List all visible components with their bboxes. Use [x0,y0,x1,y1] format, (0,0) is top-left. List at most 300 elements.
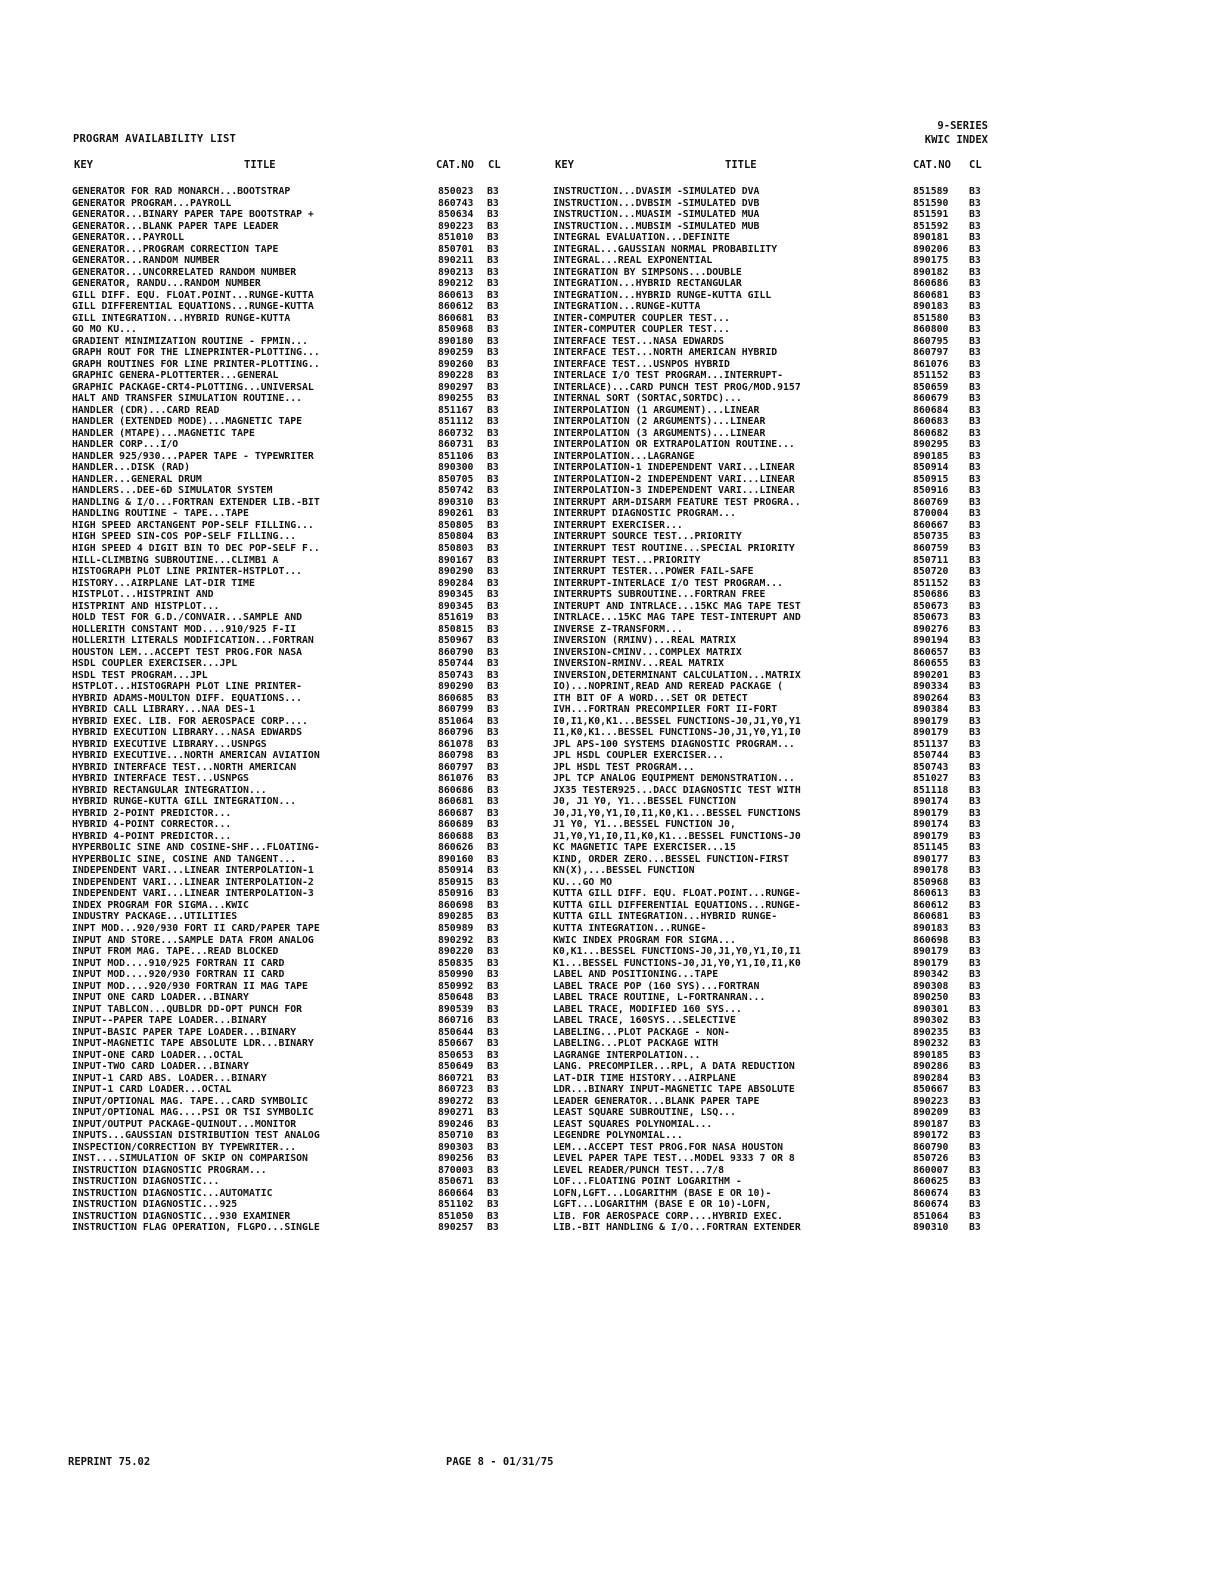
entry-catno: 850914 [913,462,949,474]
entry-class: B3 [487,1107,499,1119]
entry-class: B3 [487,358,499,370]
list-item [72,900,512,912]
entry-catno: 860683 [913,416,949,428]
entry-class: B3 [969,1049,981,1061]
entry-title: LABELING...PLOT PACKAGE - NON- [553,1026,730,1038]
entry-class: B3 [487,876,499,888]
entry-title: LABELING...PLOT PACKAGE WITH [553,1038,719,1050]
entry-title: LEGENDRE POLYNOMIAL... [553,1130,683,1142]
entry-class: B3 [487,1049,499,1061]
entry-class: B3 [969,876,981,888]
entry-catno: 890179 [913,946,949,958]
entry-class: B3 [969,727,981,739]
entry-title: HYBRID EXECUTIVE LIBRARY...USNPGS [72,738,267,750]
key-header: KEY [555,159,574,171]
list-item [553,1004,989,1016]
entry-catno: 890384 [913,704,949,716]
entry-catno: 851619 [438,612,474,624]
entry-title: INVERSION (RMINV)...REAL MATRIX [553,635,736,647]
list-item [553,555,989,567]
entry-title: KWIC INDEX PROGRAM FOR SIGMA... [553,934,736,946]
entry-catno: 850742 [438,485,474,497]
entry-class: B3 [487,370,499,382]
list-item [72,439,512,451]
entry-title: J0, J1 Y0, Y1...BESSEL FUNCTION [553,796,736,808]
entry-class: B3 [969,542,981,554]
index-name: KWIC INDEX [924,134,988,146]
entry-catno: 850667 [913,1084,949,1096]
list-item [553,727,989,739]
list-item [72,1015,512,1027]
entry-catno: 850659 [913,381,949,393]
entry-catno: 890272 [438,1095,474,1107]
list-item [553,393,989,405]
entry-title: INSTRUCTION FLAG OPERATION, FLGPO...SINGLE [72,1222,320,1234]
entry-catno: 890160 [438,853,474,865]
entry-title: INSTRUCTION...DVASIM -SIMULATED DVA [553,186,760,197]
list-item [72,1096,512,1108]
entry-title: IVH...FORTRAN PRECOMPILER FORT II-FORT [553,704,778,716]
entry-class: B3 [487,784,499,796]
entry-catno: 890172 [913,1130,949,1142]
entry-class: B3 [969,704,981,716]
entry-title: INSTRUCTION DIAGNOSTIC PROGRAM... [72,1164,267,1176]
list-item [553,647,989,659]
entry-title: HYBRID RUNGE-KUTTA GILL INTEGRATION... [72,796,297,808]
entry-title: HILL-CLIMBING SUBROUTINE...CLIMB1 A [72,554,279,566]
entry-catno: 890345 [438,600,474,612]
list-item [72,474,512,486]
entry-title: HYBRID 2-POINT PREDICTOR... [72,807,232,819]
list-item [553,981,989,993]
entry-class: B3 [487,669,499,681]
entry-class: B3 [969,761,981,773]
entry-catno: 890223 [913,1095,949,1107]
list-item [553,497,989,509]
entry-title: INTERUPT AND INTRLACE...15KC MAG TAPE TEST [553,600,801,612]
list-item [553,1050,989,1062]
entry-title: HSTPLOT...HISTOGRAPH PLOT LINE PRINTER- [72,681,303,693]
entry-title: HYBRID 4-POINT PREDICTOR... [72,830,232,842]
entry-catno: 850744 [438,658,474,670]
entry-class: B3 [969,842,981,854]
list-item [553,1211,989,1223]
entry-catno: 860682 [913,427,949,439]
list-item [553,451,989,463]
entry-title: LOFN,LGFT...LOGARITHM (BASE E OR 10)- [553,1187,772,1199]
list-item [72,1153,512,1165]
list-item [72,1176,512,1188]
entry-class: B3 [969,1107,981,1119]
entry-title: K0,K1...BESSEL FUNCTIONS-J0,J1,Y0,Y1,I0,I1 [553,946,801,958]
entry-catno: 890302 [913,1015,949,1027]
list-item [553,1096,989,1108]
list-item [553,935,989,947]
entry-title: INDUSTRY PACKAGE...UTILITIES [72,911,238,923]
entry-title: HYBRID RECTANGULAR INTEGRATION... [72,784,267,796]
entry-title: INTERFACE TEST...NASA EDWARDS [553,335,725,347]
entry-title: GENERATOR FOR RAD MONARCH...BOOTSTRAP [72,186,291,197]
entry-class: B3 [969,462,981,474]
list-item [72,578,512,590]
entry-class: B3 [487,1095,499,1107]
entry-class: B3 [969,1153,981,1165]
entry-catno: 860797 [913,347,949,359]
entry-class: B3 [969,358,981,370]
entry-title: INTERPOLATION-1 INDEPENDENT VARI...LINEAR [553,462,795,474]
list-item [553,543,989,555]
entry-class: B3 [487,1015,499,1027]
entry-class: B3 [969,450,981,462]
list-item [553,531,989,543]
entry-title: INPUT AND STORE...SAMPLE DATA FROM ANALOG [72,934,314,946]
entry-title: INTERPOLATION OR EXTRAPOLATION ROUTINE... [553,439,795,451]
entry-catno: 890212 [438,278,474,290]
entry-class: B3 [487,715,499,727]
entry-catno: 860800 [913,324,949,336]
entry-title: INTEGRATION...RUNGE-KUTTA [553,301,701,313]
entry-class: B3 [969,819,981,831]
entry-title: HOUSTON LEM...ACCEPT TEST PROG.FOR NASA [72,646,303,658]
entry-class: B3 [487,934,499,946]
entry-class: B3 [969,658,981,670]
entry-class: B3 [969,554,981,566]
entry-title: INDEPENDENT VARI...LINEAR INTERPOLATION-2 [72,876,314,888]
entry-class: B3 [487,773,499,785]
entry-title: KIND, ORDER ZERO...BESSEL FUNCTION-FIRST [553,853,789,865]
list-item [553,428,989,440]
entry-catno: 860686 [913,278,949,290]
entry-title: INPUT TABLCON...QUBLDR DD-OPT PUNCH FOR [72,1003,303,1015]
entry-title: HANDLER (CDR)...CARD READ [72,404,220,416]
list-item [553,416,989,428]
entry-class: B3 [487,186,499,197]
entry-title: GO MO KU... [72,324,137,336]
list-item [72,301,512,313]
entry-catno: 861078 [438,738,474,750]
entry-catno: 890235 [913,1026,949,1038]
entry-title: HYPERBOLIC SINE, COSINE AND TANGENT... [72,853,297,865]
entry-class: B3 [969,404,981,416]
entry-catno: 890220 [438,946,474,958]
entry-catno: 851112 [438,416,474,428]
entry-title: INPUT MOD....920/930 FORTRAN II MAG TAPE [72,980,308,992]
entry-catno: 890290 [438,566,474,578]
list-item [72,1211,512,1223]
list-item [553,267,989,279]
entry-catno: 850653 [438,1049,474,1061]
entry-class: B3 [969,969,981,981]
entry-catno: 850735 [913,531,949,543]
entry-catno: 890310 [913,1222,949,1234]
entry-class: B3 [969,1118,981,1130]
entry-class: B3 [969,1061,981,1073]
list-item [553,232,989,244]
entry-class: B3 [487,404,499,416]
list-item [72,1222,512,1234]
entry-class: B3 [969,220,981,232]
entry-title: INTERFACE TEST...USNPOS HYBRID [553,358,730,370]
entry-title: HANDLING & I/O...FORTRAN EXTENDER LIB.-BIT [72,496,320,508]
entry-catno: 890300 [438,462,474,474]
entry-class: B3 [487,542,499,554]
entry-catno: 851064 [438,715,474,727]
list-item [72,1050,512,1062]
entry-class: B3 [969,393,981,405]
entry-catno: 850805 [438,519,474,531]
entry-title: LABEL AND POSITIONING...TAPE [553,969,719,981]
entry-class: B3 [487,1038,499,1050]
entry-catno: 860721 [438,1072,474,1084]
list-item [553,589,989,601]
entry-catno: 851137 [913,738,949,750]
entry-title: LABEL TRACE POP (160 SYS)...FORTRAN [553,980,760,992]
entry-catno: 850667 [438,1038,474,1050]
list-item [553,831,989,843]
entry-class: B3 [487,462,499,474]
entry-catno: 850743 [913,761,949,773]
list-item [72,393,512,405]
entry-class: B3 [969,243,981,255]
list-item [72,796,512,808]
entry-class: B3 [487,439,499,451]
entry-catno: 851145 [913,842,949,854]
list-item [72,1130,512,1142]
entry-title: HIGH SPEED SIN-COS POP-SELF FILLING... [72,531,297,543]
list-item [553,1015,989,1027]
entry-title: J1 Y0, Y1...BESSEL FUNCTION J0, [553,819,736,831]
entry-title: INTERPOLATION (2 ARGUMENTS)...LINEAR [553,416,766,428]
list-item [553,693,989,705]
entry-class: B3 [969,381,981,393]
entry-title: INPUT-TWO CARD LOADER...BINARY [72,1061,249,1073]
list-item [72,1073,512,1085]
entry-catno: 850804 [438,531,474,543]
entry-catno: 850989 [438,923,474,934]
list-item [72,911,512,923]
entry-catno: 890211 [438,255,474,267]
entry-catno: 890310 [438,496,474,508]
entry-title: HYBRID EXECUTIVE...NORTH AMERICAN AVIATION [72,750,320,762]
entry-title: GRAPHIC GENERA-PLOTTERTER...GENERAL [72,370,279,382]
entry-catno: 851167 [438,404,474,416]
entry-class: B3 [487,750,499,762]
entry-class: B3 [487,738,499,750]
entry-catno: 850726 [913,1153,949,1165]
entry-class: B3 [969,485,981,497]
entry-catno: 890334 [913,681,949,693]
entry-class: B3 [487,427,499,439]
list-item [72,1084,512,1096]
list-item [72,601,512,613]
entry-catno: 890179 [913,727,949,739]
list-item [553,1084,989,1096]
entry-title: INDEPENDENT VARI...LINEAR INTERPOLATION-3 [72,888,314,900]
entry-class: B3 [969,980,981,992]
list-item [553,946,989,958]
entry-catno: 851152 [913,577,949,589]
list-item [553,578,989,590]
entry-class: B3 [487,853,499,865]
entry-class: B3 [969,519,981,531]
list-item [553,462,989,474]
list-item [72,992,512,1004]
entry-class: B3 [487,1141,499,1153]
entry-catno: 860797 [438,761,474,773]
entry-title: INPUT/OPTIONAL MAG....PSI OR TSI SYMBOLIC [72,1107,314,1119]
entry-title: KU...GO MO [553,876,612,888]
entry-class: B3 [487,1061,499,1073]
list-item [72,935,512,947]
list-item [72,531,512,543]
entry-class: B3 [969,1072,981,1084]
entry-title: INTERRUPT DIAGNOSTIC PROGRAM... [553,508,736,520]
entry-catno: 850992 [438,980,474,992]
list-item [553,520,989,532]
entry-class: B3 [487,1118,499,1130]
entry-title: GENERATOR, RANDU...RANDOM NUMBER [72,278,261,290]
entry-title: INTERFACE TEST...NORTH AMERICAN HYBRID [553,347,778,359]
list-item [72,842,512,854]
entry-catno: 890297 [438,381,474,393]
entry-class: B3 [969,197,981,209]
entry-catno: 890175 [913,255,949,267]
entry-class: B3 [969,209,981,221]
entry-class: B3 [487,266,499,278]
entry-title: INPUT-1 CARD LOADER...OCTAL [72,1084,232,1096]
entry-class: B3 [969,1015,981,1027]
entry-catno: 890223 [438,220,474,232]
entry-catno: 890179 [913,957,949,969]
entry-catno: 850967 [438,635,474,647]
entry-catno: 860681 [438,796,474,808]
entry-catno: 860613 [438,289,474,301]
list-item [553,958,989,970]
entry-catno: 890187 [913,1118,949,1130]
entry-class: B3 [969,923,981,934]
entry-catno: 890179 [913,807,949,819]
entry-catno: 850649 [438,1061,474,1073]
entry-catno: 851580 [913,312,949,324]
list-item [553,1038,989,1050]
entry-catno: 860626 [438,842,474,854]
entry-title: LEAST SQUARE SUBROUTINE, LSQ... [553,1107,736,1119]
list-item [72,485,512,497]
entry-title: LOF...FLOATING POINT LOGARITHM - [553,1176,742,1188]
list-item [553,1130,989,1142]
entry-title: LIB. FOR AEROSPACE CORP....HYBRID EXEC. [553,1210,784,1222]
entry-title: INPUT-1 CARD ABS. LOADER...BINARY [72,1072,267,1084]
entry-catno: 890174 [913,819,949,831]
entry-class: B3 [487,312,499,324]
entry-class: B3 [969,289,981,301]
list-item [553,877,989,889]
entry-class: B3 [969,646,981,658]
entry-class: B3 [487,531,499,543]
entry-class: B3 [969,301,981,313]
entry-catno: 890290 [438,681,474,693]
title-header: TITLE [244,159,276,171]
entry-class: B3 [969,796,981,808]
entry-class: B3 [969,370,981,382]
list-item [553,324,989,336]
list-item [553,992,989,1004]
list-item [553,785,989,797]
list-item [72,888,512,900]
entry-class: B3 [487,819,499,831]
entry-title: LIB.-BIT HANDLING & I/O...FORTRAN EXTENDER [553,1222,801,1234]
list-item [72,670,512,682]
entry-class: B3 [969,946,981,958]
entry-class: B3 [969,669,981,681]
entry-catno: 890292 [438,934,474,946]
entry-title: GRAPHIC PACKAGE-CRT4-PLOTTING...UNIVERSAL [72,381,314,393]
entry-class: B3 [487,1003,499,1015]
entry-catno: 860684 [913,404,949,416]
entry-catno: 890178 [913,865,949,877]
entry-title: INTERPOLATION-2 INDEPENDENT VARI...LINEAR [553,473,795,485]
entry-class: B3 [969,1003,981,1015]
list-item [553,278,989,290]
entry-title: GILL INTEGRATION...HYBRID RUNGE-KUTTA [72,312,291,324]
entry-title: LEAST SQUARES POLYNOMIAL... [553,1118,713,1130]
list-item [72,1027,512,1039]
entry-catno: 890179 [913,830,949,842]
entry-class: B3 [487,577,499,589]
list-item [553,382,989,394]
entry-class: B3 [969,473,981,485]
entry-catno: 860686 [438,784,474,796]
entry-catno: 860612 [913,899,949,911]
entry-catno: 851590 [913,197,949,209]
list-item [72,198,512,210]
entry-catno: 890232 [913,1038,949,1050]
entry-title: GENERATOR...BLANK PAPER TAPE LEADER [72,220,279,232]
entry-catno: 851152 [913,370,949,382]
list-item [72,762,512,774]
entry-title: HISTPRINT AND HISTPLOT... [72,600,220,612]
list-item [72,877,512,889]
entry-title: HISTPLOT...HISTPRINT AND [72,589,214,601]
page-number: PAGE 8 - 01/31/75 [446,1456,554,1468]
entry-catno: 850744 [913,750,949,762]
entry-class: B3 [487,243,499,255]
entry-catno: 850710 [438,1130,474,1142]
entry-catno: 851010 [438,232,474,244]
entry-class: B3 [487,1084,499,1096]
list-item [553,808,989,820]
entry-catno: 860674 [913,1187,949,1199]
list-item [72,232,512,244]
left-entry-list [72,186,512,1234]
list-item [553,1176,989,1188]
entry-class: B3 [487,554,499,566]
list-item [72,313,512,325]
entry-catno: 860625 [913,1176,949,1188]
entry-title: INTERNAL SORT (SORTAC,SORTDC)... [553,393,742,405]
entry-title: INDEPENDENT VARI...LINEAR INTERPOLATION-1 [72,865,314,877]
entry-class: B3 [969,531,981,543]
entry-class: B3 [969,899,981,911]
list-item [553,1119,989,1131]
entry-catno: 890345 [438,589,474,601]
entry-catno: 861076 [913,358,949,370]
entry-title: HSDL COUPLER EXERCISER...JPL [72,658,238,670]
entry-class: B3 [487,761,499,773]
entry-title: GENERATOR...RANDOM NUMBER [72,255,220,267]
entry-class: B3 [969,934,981,946]
list-item [72,278,512,290]
